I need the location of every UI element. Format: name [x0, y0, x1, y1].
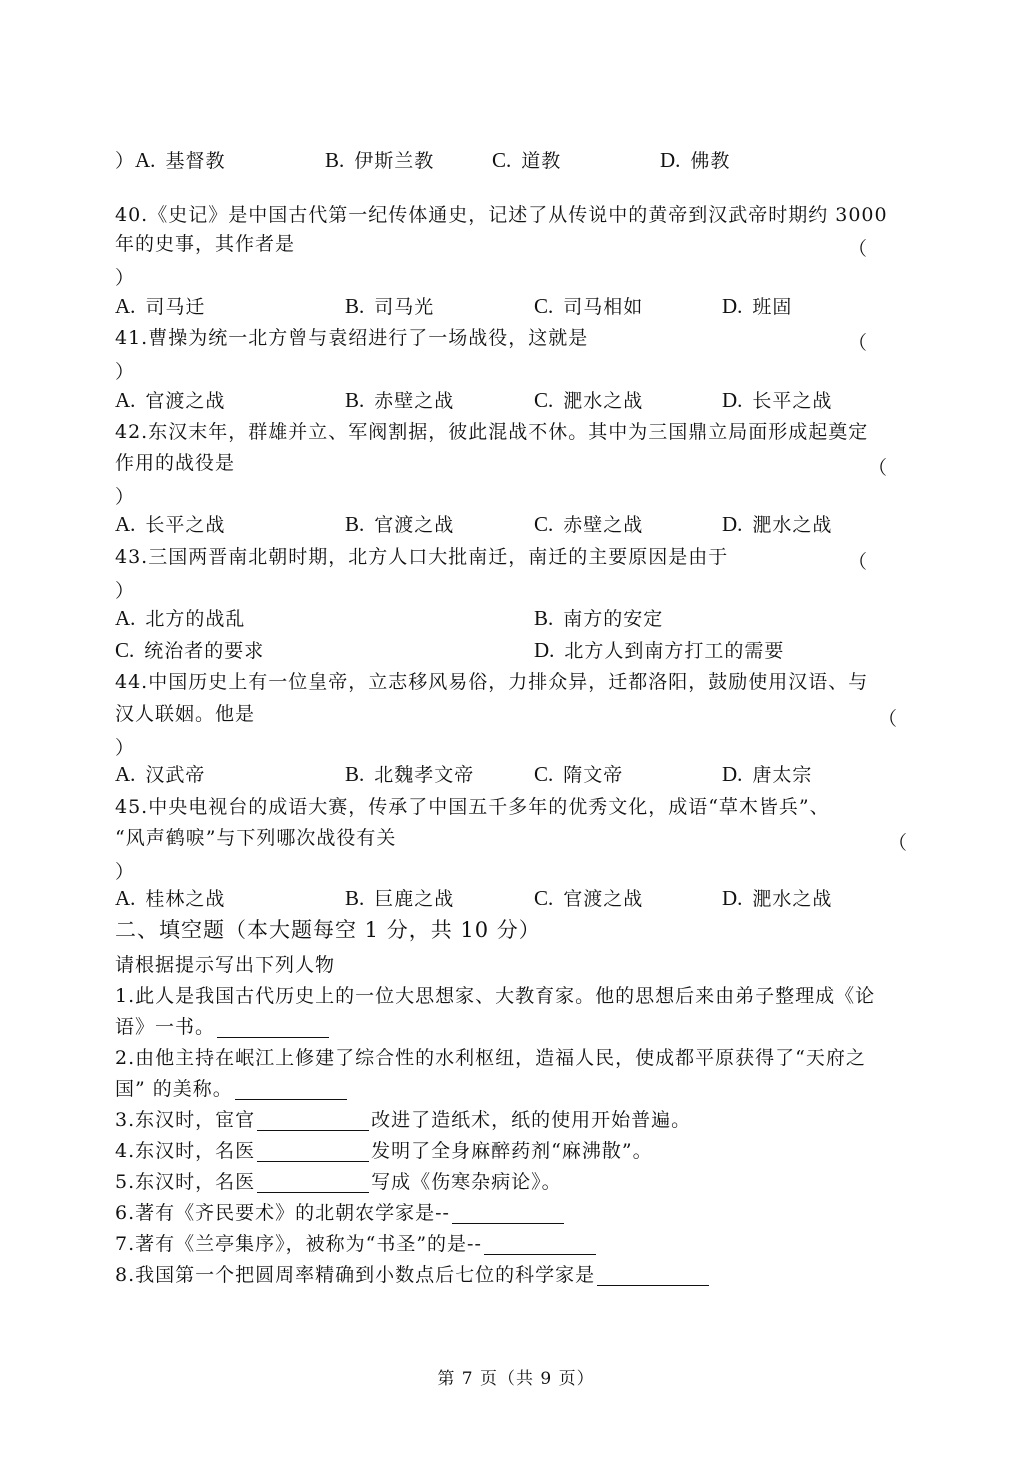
option-letter: C.	[534, 762, 554, 786]
option-text: 汉武帝	[145, 764, 206, 786]
option-letter: A.	[115, 512, 136, 536]
option-letter: D.	[534, 638, 555, 662]
fill-4-post: 发明了全身麻醉药剂“麻沸散”。	[371, 1140, 653, 1162]
option-a	[115, 386, 225, 413]
fill-2-line2	[115, 1078, 349, 1100]
q45-options	[115, 884, 915, 910]
option-d	[660, 146, 730, 173]
option-text: 基督教	[165, 150, 226, 172]
option-letter: B.	[325, 148, 345, 172]
fill-2-text: 国” 的美称。	[115, 1078, 233, 1100]
fill-3-post: 改进了造纸术，纸的使用开始普遍。	[371, 1109, 692, 1131]
option-letter: D.	[722, 512, 743, 536]
q40-open-paren: （	[848, 238, 868, 260]
option-d	[722, 884, 832, 911]
option-a	[115, 146, 225, 173]
q45-stem-line1: 45.中央电视台的成语大赛，传承了中国五千多年的优秀文化，成语“草木皆兵”、	[115, 796, 830, 818]
answer-blank[interactable]	[597, 1267, 709, 1286]
q39-options	[115, 146, 915, 172]
option-text: 北魏孝文帝	[374, 764, 475, 786]
q41-close-paren: ）	[115, 361, 135, 383]
option-text: 伊斯兰教	[354, 150, 435, 172]
option-letter: B.	[534, 606, 554, 630]
answer-blank[interactable]	[257, 1143, 369, 1162]
option-letter: C.	[492, 148, 512, 172]
fill-3-pre: 3.东汉时，宦官	[115, 1109, 256, 1131]
option-text: 司马迁	[145, 296, 206, 318]
option-b	[325, 146, 434, 173]
fill-5-post: 写成《伤寒杂病论》。	[371, 1171, 562, 1193]
option-b	[345, 510, 454, 537]
option-text: 淝水之战	[752, 888, 833, 910]
answer-blank[interactable]	[257, 1112, 369, 1131]
option-text: 淝水之战	[752, 514, 833, 536]
option-text: 北方人到南方打工的需要	[564, 640, 785, 662]
section-heading: 二、填空题（本大题每空 1 分，共 10 分）	[115, 918, 541, 942]
fill-6-pre: 6.著有《齐民要术》的北朝农学家是--	[115, 1202, 450, 1224]
q40-stem-line1: 40.《史记》是中国古代第一纪传体通史，记述了从传说中的黄帝到汉武帝时期约 3000	[115, 204, 888, 226]
option-text: 隋文帝	[563, 764, 624, 786]
option-text: 官渡之战	[374, 514, 455, 536]
option-letter: C.	[534, 388, 554, 412]
option-text: 北方的战乱	[145, 608, 246, 630]
q40-close-paren: ）	[115, 267, 135, 289]
fill-7-pre: 7.著有《兰亭集序》，被称为“书圣”的是--	[115, 1233, 482, 1255]
q40-stem-line2: 年的史事，其作者是	[115, 233, 296, 255]
q44-stem-line2: 汉人联姻。他是	[115, 703, 256, 725]
option-letter: B.	[345, 886, 365, 910]
fill-4-pre: 4.东汉时，名医	[115, 1140, 256, 1162]
fill-1-line2	[115, 1016, 331, 1038]
option-d	[722, 760, 812, 787]
fill-7	[115, 1233, 598, 1255]
q42-stem-line2: 作用的战役是	[115, 452, 236, 474]
option-d	[722, 292, 792, 319]
answer-blank[interactable]	[235, 1081, 347, 1100]
option-letter: A.	[115, 606, 136, 630]
q42-stem-line1: 42.东汉末年，群雄并立、军阀割据，彼此混战不休。其中为三国鼎立局面形成起奠定	[115, 421, 869, 443]
option-b	[345, 292, 434, 319]
fill-8-pre: 8.我国第一个把圆周率精确到小数点后七位的科学家是	[115, 1264, 596, 1286]
fill-1-line1: 1.此人是我国古代历史上的一位大思想家、大教育家。他的思想后来由弟子整理成《论	[115, 985, 876, 1007]
option-text: 官渡之战	[563, 888, 644, 910]
q41-open-paren: （	[848, 332, 868, 354]
option-a	[115, 604, 245, 631]
option-text: 司马光	[374, 296, 435, 318]
options-prefix: ）	[115, 150, 136, 172]
option-text: 唐太宗	[752, 764, 813, 786]
section-instruction: 请根据提示写出下列人物	[115, 954, 336, 976]
option-b	[534, 604, 663, 631]
option-letter: D.	[722, 886, 743, 910]
option-c	[534, 292, 643, 319]
option-b	[345, 884, 454, 911]
option-text: 佛教	[690, 150, 731, 172]
q43-options-row2	[115, 636, 915, 662]
fill-2-line1: 2.由他主持在岷江上修建了综合性的水利枢纽，造福人民，使成都平原获得了“天府之	[115, 1047, 866, 1069]
q44-close-paren: ）	[115, 737, 135, 759]
option-b	[345, 760, 474, 787]
answer-blank[interactable]	[217, 1019, 329, 1038]
answer-blank[interactable]	[257, 1174, 369, 1193]
option-b	[345, 386, 454, 413]
q44-options	[115, 760, 915, 786]
option-text: 官渡之战	[145, 390, 226, 412]
option-c	[534, 386, 643, 413]
q45-open-paren: （	[888, 832, 908, 854]
option-d	[722, 386, 832, 413]
fill-5-pre: 5.东汉时，名医	[115, 1171, 256, 1193]
option-c	[115, 636, 264, 663]
option-text: 司马相如	[563, 296, 644, 318]
option-letter: C.	[534, 294, 554, 318]
option-letter: D.	[722, 294, 743, 318]
option-letter: D.	[722, 388, 743, 412]
option-letter: B.	[345, 294, 365, 318]
option-text: 赤壁之战	[563, 514, 644, 536]
option-letter: A.	[115, 294, 136, 318]
fill-4	[115, 1140, 653, 1162]
option-text: 长平之战	[145, 514, 226, 536]
option-letter: A.	[135, 148, 156, 172]
option-letter: B.	[345, 388, 365, 412]
option-letter: B.	[345, 512, 365, 536]
option-text: 长平之战	[752, 390, 833, 412]
fill-8	[115, 1264, 711, 1286]
q43-stem-line1: 43.三国两晋南北朝时期，北方人口大批南迁，南迁的主要原因是由于	[115, 546, 729, 568]
answer-blank[interactable]	[452, 1205, 564, 1224]
option-text: 班固	[752, 296, 793, 318]
q40-options	[115, 292, 915, 318]
option-letter: C.	[534, 512, 554, 536]
q44-open-paren: （	[878, 708, 898, 730]
option-letter: A.	[115, 762, 136, 786]
option-text: 巨鹿之战	[374, 888, 455, 910]
q45-close-paren: ）	[115, 861, 135, 883]
option-a	[115, 510, 225, 537]
fill-1-text: 语》一书。	[115, 1016, 216, 1038]
option-c	[534, 884, 643, 911]
q42-options	[115, 510, 915, 536]
option-letter: D.	[660, 148, 681, 172]
option-text: 赤壁之战	[374, 390, 455, 412]
q41-options	[115, 386, 915, 412]
option-a	[115, 292, 205, 319]
option-d	[722, 510, 832, 537]
option-text: 南方的安定	[563, 608, 664, 630]
q42-open-paren: （	[868, 457, 888, 479]
fill-6	[115, 1202, 566, 1224]
option-letter: C.	[115, 638, 135, 662]
q44-stem-line1: 44.中国历史上有一位皇帝，立志移风易俗，力排众异，迁都洛阳，鼓励使用汉语、与	[115, 671, 869, 693]
answer-blank[interactable]	[484, 1236, 596, 1255]
q43-close-paren: ）	[115, 580, 135, 602]
option-letter: C.	[534, 886, 554, 910]
option-c	[534, 510, 643, 537]
option-a	[115, 760, 205, 787]
q42-close-paren: ）	[115, 486, 135, 508]
q43-open-paren: （	[848, 551, 868, 573]
option-text: 桂林之战	[145, 888, 226, 910]
option-c	[534, 760, 623, 787]
option-text: 道教	[521, 150, 562, 172]
option-c	[492, 146, 561, 173]
page-number-footer: 第 7 页（共 9 页）	[437, 1369, 595, 1389]
option-letter: B.	[345, 762, 365, 786]
option-text: 淝水之战	[563, 390, 644, 412]
q43-options-row1	[115, 604, 915, 630]
option-text: 统治者的要求	[144, 640, 265, 662]
option-d	[534, 636, 784, 663]
option-a	[115, 884, 225, 911]
fill-5	[115, 1171, 562, 1193]
fill-3	[115, 1109, 691, 1131]
option-letter: A.	[115, 388, 136, 412]
option-letter: D.	[722, 762, 743, 786]
q41-stem-line1: 41.曹操为统一北方曾与袁绍进行了一场战役，这就是	[115, 327, 589, 349]
q45-stem-line2: “风声鹤唳”与下列哪次战役有关	[115, 827, 397, 849]
option-letter: A.	[115, 886, 136, 910]
